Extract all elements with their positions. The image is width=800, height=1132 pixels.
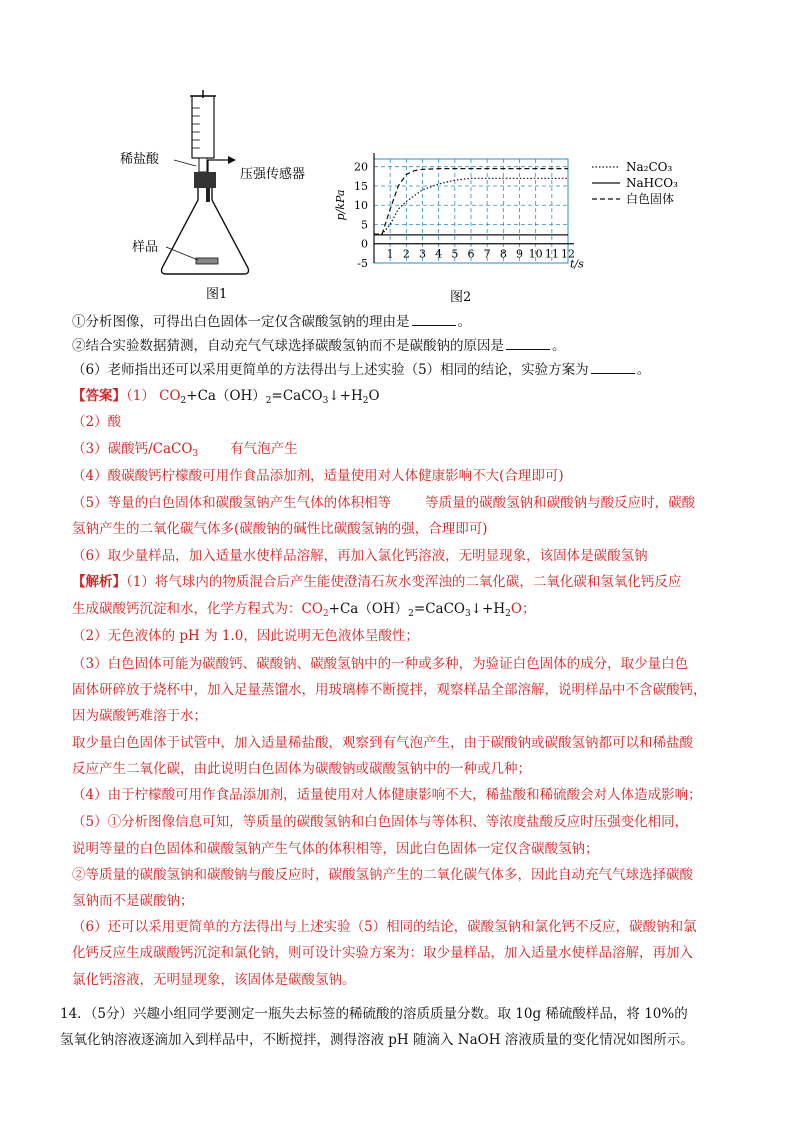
analysis-5c: ②等质量的碳酸氢钠和碳酸钠与酸反应时，碳酸氢钠产生的二氧化碳气体多，因此自动充气气球选择碳酸 [72,867,693,883]
legend-label: Na₂CO₃ [626,160,673,174]
x-tick-label: 2 [402,247,410,261]
answer-5b: 氢钠产生的二氧化碳气体多(碳酸钠的碱性比碳酸氢钠的强，合理即可) [72,521,488,537]
x-tick-label: 4 [435,247,443,261]
question-14-line-2: 氢氧化钠溶液逐滴加入到样品中，不断搅拌，测得溶液 pH 随滴入 NaOH 溶液质量的变化情况如图所示。 [60,1032,694,1048]
analysis-5a: （5）①分析图像信息可知，等质量的碳酸氢钠和白色固体与等体积、等浓度盐酸反应时压强变化相同， [72,814,689,830]
x-tick-label: 9 [516,247,523,261]
y-tick-label: 10 [354,199,368,213]
analysis-3b: 固体研碎放于烧杯中，加入足量蒸馏水，用玻璃棒不断搅拌，观察样品全部溶解，说明样品中不含碳酸钙， [72,682,707,698]
y-tick-label: 5 [361,218,368,232]
analysis-6b: 化钙反应生成碳酸钙沉淀和氯化钠，则可设计实验方案为：取少量样品，加入适量水使样品溶解，再加入 [72,945,693,961]
analysis-3c: 因为碳酸钙难溶于水； [72,708,207,724]
analysis-6a: （6）还可以采用更简单的方法得出与上述实验（5）相同的结论，碳酸氢钠和氯化钙不反应，碳酸钠和氯 [72,919,697,935]
x-tick-label: 5 [451,247,459,261]
chart-axes [374,153,574,263]
legend-label: 白色固体 [626,192,675,206]
x-tick-label: 12 [561,247,575,261]
analysis-1a: 【解析】（1）将气球内的物质混合后产生能使澄清石灰水变浑浊的二氧化碳，二氧化碳和氢氧化钙反应 [72,574,682,590]
chart-ticks [334,161,584,271]
analysis-3a: （3）白色固体可能为碳酸钙、碳酸钠、碳酸氢钠中的一种或多种，为验证白色固体的成分，取少量白色 [72,656,689,672]
analysis-6c: 氯化钙溶液，无明显现象，该固体是碳酸氢钠。 [72,972,356,988]
answer-3: （3）碳酸钙/CaCO$_3$ 有气泡产生 [72,441,298,459]
rubber-stopper [194,172,216,188]
syringe-barrel [192,96,214,158]
answer-2: （2）酸 [72,414,122,430]
x-tick-label: 3 [419,247,426,261]
analysis-3e: 反应产生二氧化碳，由此说明白色固体为碳酸钠或碳酸氢钠中的一种或几种； [72,761,531,777]
legend-label: NaHCO₃ [626,176,678,190]
question-14-line-1: 14．（5分）兴趣小组同学要测定一瓶失去标签的稀硫酸的溶质质量分数。取 10g 稀硫酸样品，将 10%的 [60,1006,688,1022]
answer-6: （6）取少量样品，加入适量水使样品溶解，再加入氯化钙溶液，无明显现象，该固体是碳酸氢钠 [72,548,648,564]
y-tick-label: 0 [361,237,368,251]
analysis-4: （4）由于柠檬酸可用作食品添加剂，适量使用对人体健康影响不大，稀盐酸和稀硫酸会对人体造成影响； [72,787,702,803]
analysis-2: （2）无色液体的 pH 为 1.0，因此说明无色液体呈酸性； [72,628,419,644]
x-tick-label: 6 [467,247,475,261]
answer-1: 【答案】（1） $CO_2+Ca(OH)_2=CaCO_3↓+H_2O$ [72,388,380,406]
label-acid: 稀盐酸 [120,152,160,167]
label-sensor: 压强传感器 [240,167,306,182]
x-tick-label: 8 [499,247,507,261]
answer-4: （4）酸碳酸钙柠檬酸可用作食品添加剂，适量使用对人体健康影响不大(合理即可) [72,468,564,484]
y-axis-label: p/kPa [334,189,347,221]
answer-5a: （5）等量的白色固体和碳酸氢钠产生气体的体积相等 等质量的碳酸氢钠和碳酸钠与酸反应时，碳酸 [72,495,696,511]
x-tick-label: 10 [528,247,543,261]
x-tick-label: 11 [544,247,559,261]
y-tick-label: -5 [357,257,368,270]
y-tick-label: 15 [354,179,368,193]
x-tick-label: 7 [483,247,491,261]
question-line-1: ①分析图像，可得出白色固体一定仅含碳酸氢钠的理由是 。 [72,314,471,330]
x-tick-label: 1 [386,247,394,261]
arrow-icon [228,156,236,164]
figure-2-caption: 图2 [450,290,472,305]
sample [196,258,218,264]
analysis-5b: 说明等量的白色固体和碳酸氢钠产生气体的体积相等，因此白色固体一定仅含碳酸氢钠； [72,841,599,857]
figure-2-chart [330,145,690,315]
figure-1-apparatus [120,90,340,310]
chart-legend [592,160,678,206]
analysis-1b: 生成碳酸钙沉淀和水，化学方程式为：$CO_2+Ca(OH)_2=CaCO_3↓+H_2O$； [72,601,536,619]
label-sample: 样品 [132,240,159,255]
y-tick-label: 20 [354,160,368,174]
analysis-5d: 氢钠而不是碳酸钠； [72,893,194,909]
question-6: （6）老师指出还可以采用更简单的方法得出与上述实验（5）相同的结论，实验方案为 。 [72,362,651,378]
figure-1-caption: 图1 [206,287,228,302]
question-line-2: ②结合实验数据猜测，自动充气气球选择碳酸氢钠而不是碳酸钠的原因是 。 [72,338,566,354]
x-axis-label: t/s [570,257,584,271]
analysis-3d: 取少量白色固体于试管中，加入适量稀盐酸，观察到有气泡产生，由于碳酸钠或碳酸氢钠都可以和稀盐酸 [72,735,693,751]
